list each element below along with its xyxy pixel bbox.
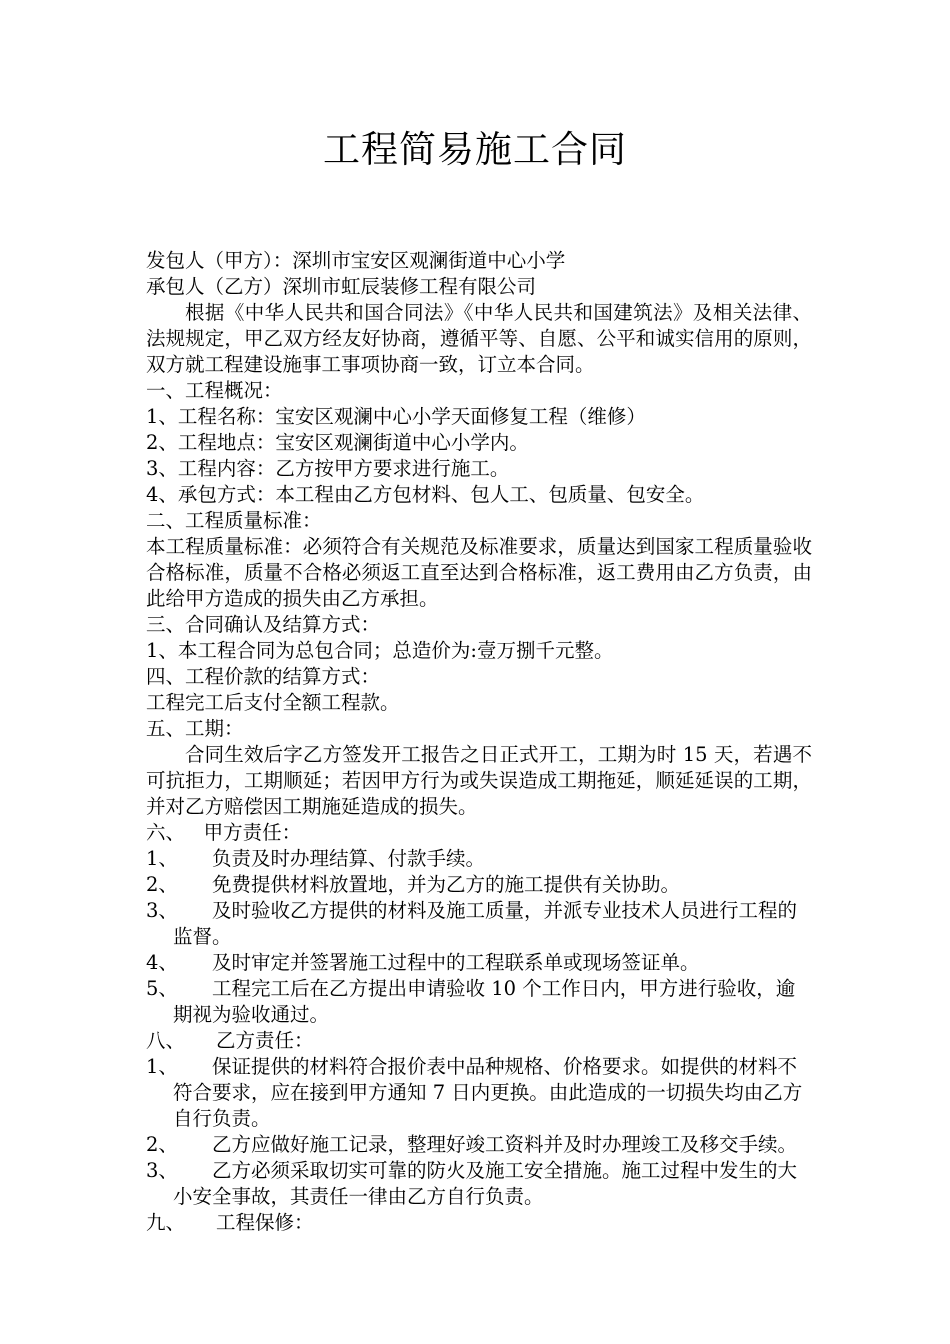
item-number: 1、 bbox=[146, 1055, 178, 1078]
item-number: 2、 bbox=[146, 1133, 178, 1156]
section-8-heading: 八、 乙方责任： bbox=[146, 1029, 314, 1052]
item-number: 3、 bbox=[146, 899, 178, 922]
section-2-heading: 二、工程质量标准： bbox=[146, 509, 322, 532]
item-text: 乙方必须采取切实可靠的防火及施工安全措施。施工过程中发生的大小安全事故，其责任一律由乙方自行负责。 bbox=[173, 1159, 798, 1208]
section-3-heading: 三、合同确认及结算方式： bbox=[146, 613, 381, 636]
item-text: 及时审定并签署施工过程中的工程联系单或现场签证单。 bbox=[212, 951, 700, 974]
section-4-heading: 四、工程价款的结算方式： bbox=[146, 665, 381, 688]
document-body bbox=[146, 248, 812, 1236]
section-5-text: 合同生效后字乙方签发开工报告之日正式开工，工期为时 15 天，若遇不可抗拒力，工期顺延；若因甲方行为或失误造成工期拖延，顺延延误的工期，并对乙方赔偿因工期施延造成的损失。 bbox=[146, 743, 812, 818]
item-text: 乙方应做好施工记录，整理好竣工资料并及时办理竣工及移交手续。 bbox=[212, 1133, 798, 1156]
section-1-item: 4、承包方式：本工程由乙方包材料、包人工、包质量、包安全。 bbox=[146, 483, 705, 506]
section-1-item: 2、工程地点：宝安区观澜街道中心小学内。 bbox=[146, 431, 529, 454]
contractor-line: 承包人（乙方）深圳市虹辰装修工程有限公司 bbox=[146, 275, 537, 298]
section-1-item: 3、工程内容：乙方按甲方要求进行施工。 bbox=[146, 457, 510, 480]
section-5-heading: 五、工期： bbox=[146, 717, 244, 740]
section-4-text: 工程完工后支付全额工程款。 bbox=[146, 691, 400, 714]
item-text: 保证提供的材料符合报价表中品种规格、价格要求。如提供的材料不符合要求，应在接到甲方通知 7 日内更换。由此造成的一切损失均由乙方自行负责。 bbox=[173, 1055, 803, 1130]
section-1-item: 1、工程名称：宝安区观澜中心小学天面修复工程（维修） bbox=[146, 405, 646, 428]
item-text: 免费提供材料放置地，并为乙方的施工提供有关协助。 bbox=[212, 873, 681, 896]
section-2-text: 本工程质量标准：必须符合有关规范及标准要求，质量达到国家工程质量验收合格标准，质量不合格必须返工直至达到合格标准，返工费用由乙方负责，由此给甲方造成的损失由乙方承担。 bbox=[146, 535, 812, 610]
item-number: 3、 bbox=[146, 1159, 178, 1182]
item-number: 4、 bbox=[146, 951, 178, 974]
section-9-heading: 九、 工程保修： bbox=[146, 1211, 314, 1234]
item-number: 2、 bbox=[146, 873, 178, 896]
item-number: 1、 bbox=[146, 847, 178, 870]
section-6-item bbox=[146, 976, 812, 1028]
section-8-item bbox=[146, 1158, 812, 1210]
item-number: 5、 bbox=[146, 977, 178, 1000]
document-title: 工程简易施工合同 bbox=[323, 128, 627, 171]
section-6-heading: 六、 甲方责任： bbox=[146, 821, 302, 844]
section-1-heading: 一、工程概况： bbox=[146, 379, 283, 402]
item-text: 及时验收乙方提供的材料及施工质量，并派专业技术人员进行工程的监督。 bbox=[173, 899, 798, 948]
item-text: 负责及时办理结算、付款手续。 bbox=[212, 847, 486, 870]
section-3-text: 1、本工程合同为总包合同；总造价为:壹万捌千元整。 bbox=[146, 639, 614, 662]
section-6-item bbox=[146, 950, 812, 976]
section-8-item bbox=[146, 1132, 812, 1158]
section-8-item bbox=[146, 1054, 812, 1132]
section-6-item bbox=[146, 846, 812, 872]
section-6-item bbox=[146, 872, 812, 898]
section-6-item bbox=[146, 898, 812, 950]
preamble-paragraph: 根据《中华人民共和国合同法》《中华人民共和国建筑法》及相关法律、法规规定，甲乙双方经友好协商，遵循平等、自愿、公平和诚实信用的原则，双方就工程建设施事工事项协商一致，订立本合同。 bbox=[146, 301, 812, 376]
employer-line: 发包人（甲方）：深圳市宝安区观澜街道中心小学 bbox=[146, 249, 566, 272]
item-text: 工程完工后在乙方提出申请验收 10 个工作日内，甲方进行验收，逾期视为验收通过。 bbox=[173, 977, 796, 1026]
